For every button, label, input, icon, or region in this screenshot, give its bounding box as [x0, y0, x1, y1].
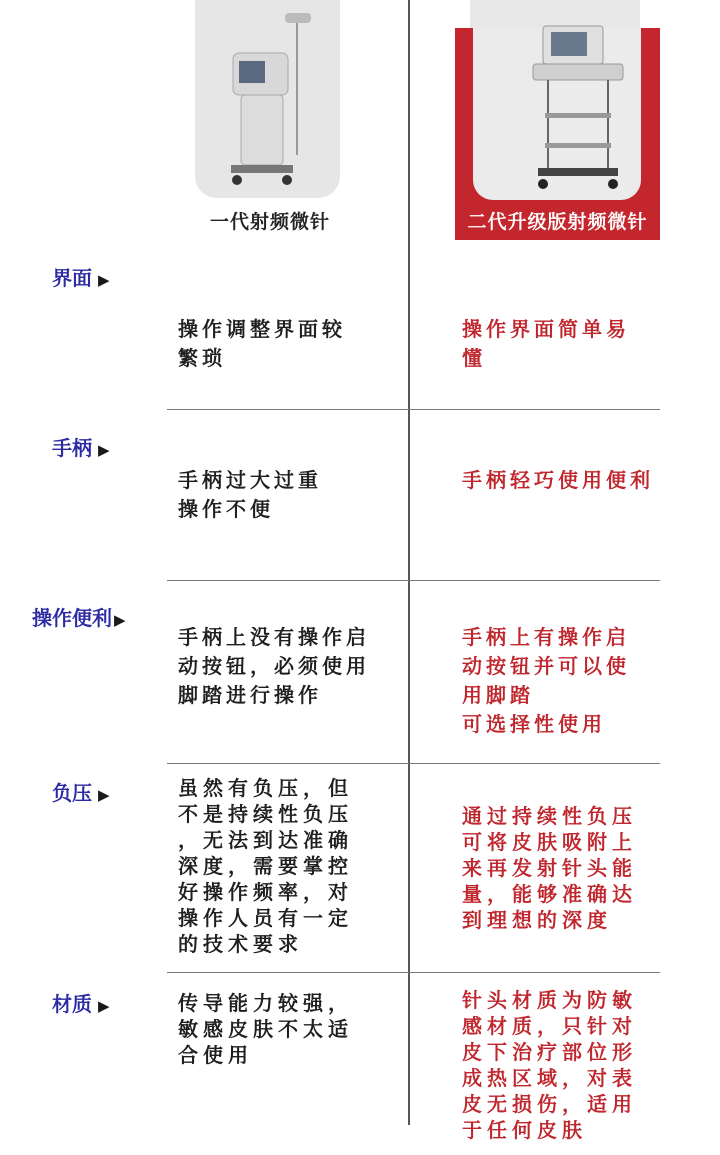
description-line: 手柄过大过重	[178, 468, 322, 492]
gen1-description	[178, 990, 353, 1068]
description-line: 用脚踏	[462, 683, 534, 707]
gen1-description	[178, 775, 353, 957]
category-label	[52, 262, 110, 291]
description-line: 脚踏进行操作	[178, 683, 322, 707]
description-line: 繁琐	[178, 346, 226, 370]
gen2-description	[462, 803, 637, 933]
description-line: ，无法到达准确	[178, 828, 353, 852]
row-divider	[167, 972, 660, 973]
description-line: 的技术要求	[178, 932, 303, 956]
description-line: 成热区域，对表	[462, 1066, 637, 1090]
gen2-title: 二代升级版射频微针	[467, 211, 648, 233]
description-line: 感材质，只针对	[462, 1014, 637, 1038]
description-line: 手柄上没有操作启	[178, 625, 370, 649]
description-line: 懂	[462, 346, 486, 370]
description-line: 可选择性使用	[462, 712, 606, 736]
description-line: 皮下治疗部位形	[462, 1040, 637, 1064]
gen1-description	[178, 466, 322, 524]
description-line: 到理想的深度	[462, 908, 612, 932]
gen2-description	[462, 623, 630, 739]
column-divider	[408, 0, 410, 1125]
description-line: 手柄上有操作启	[462, 625, 630, 649]
category-label	[52, 988, 110, 1017]
description-line: 合使用	[178, 1043, 253, 1067]
description-line: 于任何皮肤	[462, 1118, 587, 1142]
gen2-description	[462, 315, 630, 373]
description-line: 皮无损伤，适用	[462, 1092, 637, 1116]
gen1-machine-illustration	[225, 5, 315, 195]
gen2-machine-illustration	[523, 18, 633, 198]
gen1-product-image	[195, 0, 340, 198]
description-line: 针头材质为防敏	[462, 988, 637, 1012]
description-line: 深度，需要掌控	[178, 854, 353, 878]
gen2-description	[462, 466, 654, 495]
arrow-right-icon: ▶	[98, 441, 110, 459]
category-label	[32, 602, 126, 631]
category-text: 界面	[52, 266, 92, 290]
category-text: 操作便利	[32, 606, 112, 630]
description-line: 动按钮并可以使	[462, 654, 630, 678]
gen2-description	[462, 987, 637, 1143]
arrow-right-icon: ▶	[98, 997, 110, 1015]
category-text: 手柄	[52, 436, 92, 460]
category-label	[52, 432, 110, 461]
description-line: 操作界面简单易	[462, 317, 630, 341]
arrow-right-icon: ▶	[114, 611, 126, 629]
description-line: 敏感皮肤不太适	[178, 1017, 353, 1041]
description-line: 虽然有负压，但	[178, 776, 353, 800]
gen1-title: 一代射频微针	[209, 211, 330, 233]
gen1-description	[178, 623, 370, 710]
description-line: 量，能够准确达	[462, 882, 637, 906]
description-line: 可将皮肤吸附上	[462, 830, 637, 854]
description-line: 来再发射针头能	[462, 856, 637, 880]
description-line: 操作人员有一定	[178, 906, 353, 930]
category-text: 负压	[52, 781, 92, 805]
description-line: 动按钮，必须使用	[178, 654, 370, 678]
category-text: 材质	[52, 992, 92, 1016]
gen1-description	[178, 315, 346, 373]
row-divider	[167, 409, 660, 410]
description-line: 手柄轻巧使用便利	[462, 468, 654, 492]
arrow-right-icon: ▶	[98, 786, 110, 804]
description-line: 通过持续性负压	[462, 804, 637, 828]
row-divider	[167, 580, 660, 581]
description-line: 操作不便	[178, 497, 274, 521]
arrow-right-icon: ▶	[98, 271, 110, 289]
description-line: 传导能力较强，	[178, 991, 353, 1015]
description-line: 不是持续性负压	[178, 802, 353, 826]
category-label	[52, 777, 110, 806]
gen2-product-image	[473, 28, 641, 200]
row-divider	[167, 763, 660, 764]
description-line: 好操作频率，对	[178, 880, 353, 904]
description-line: 操作调整界面较	[178, 317, 346, 341]
